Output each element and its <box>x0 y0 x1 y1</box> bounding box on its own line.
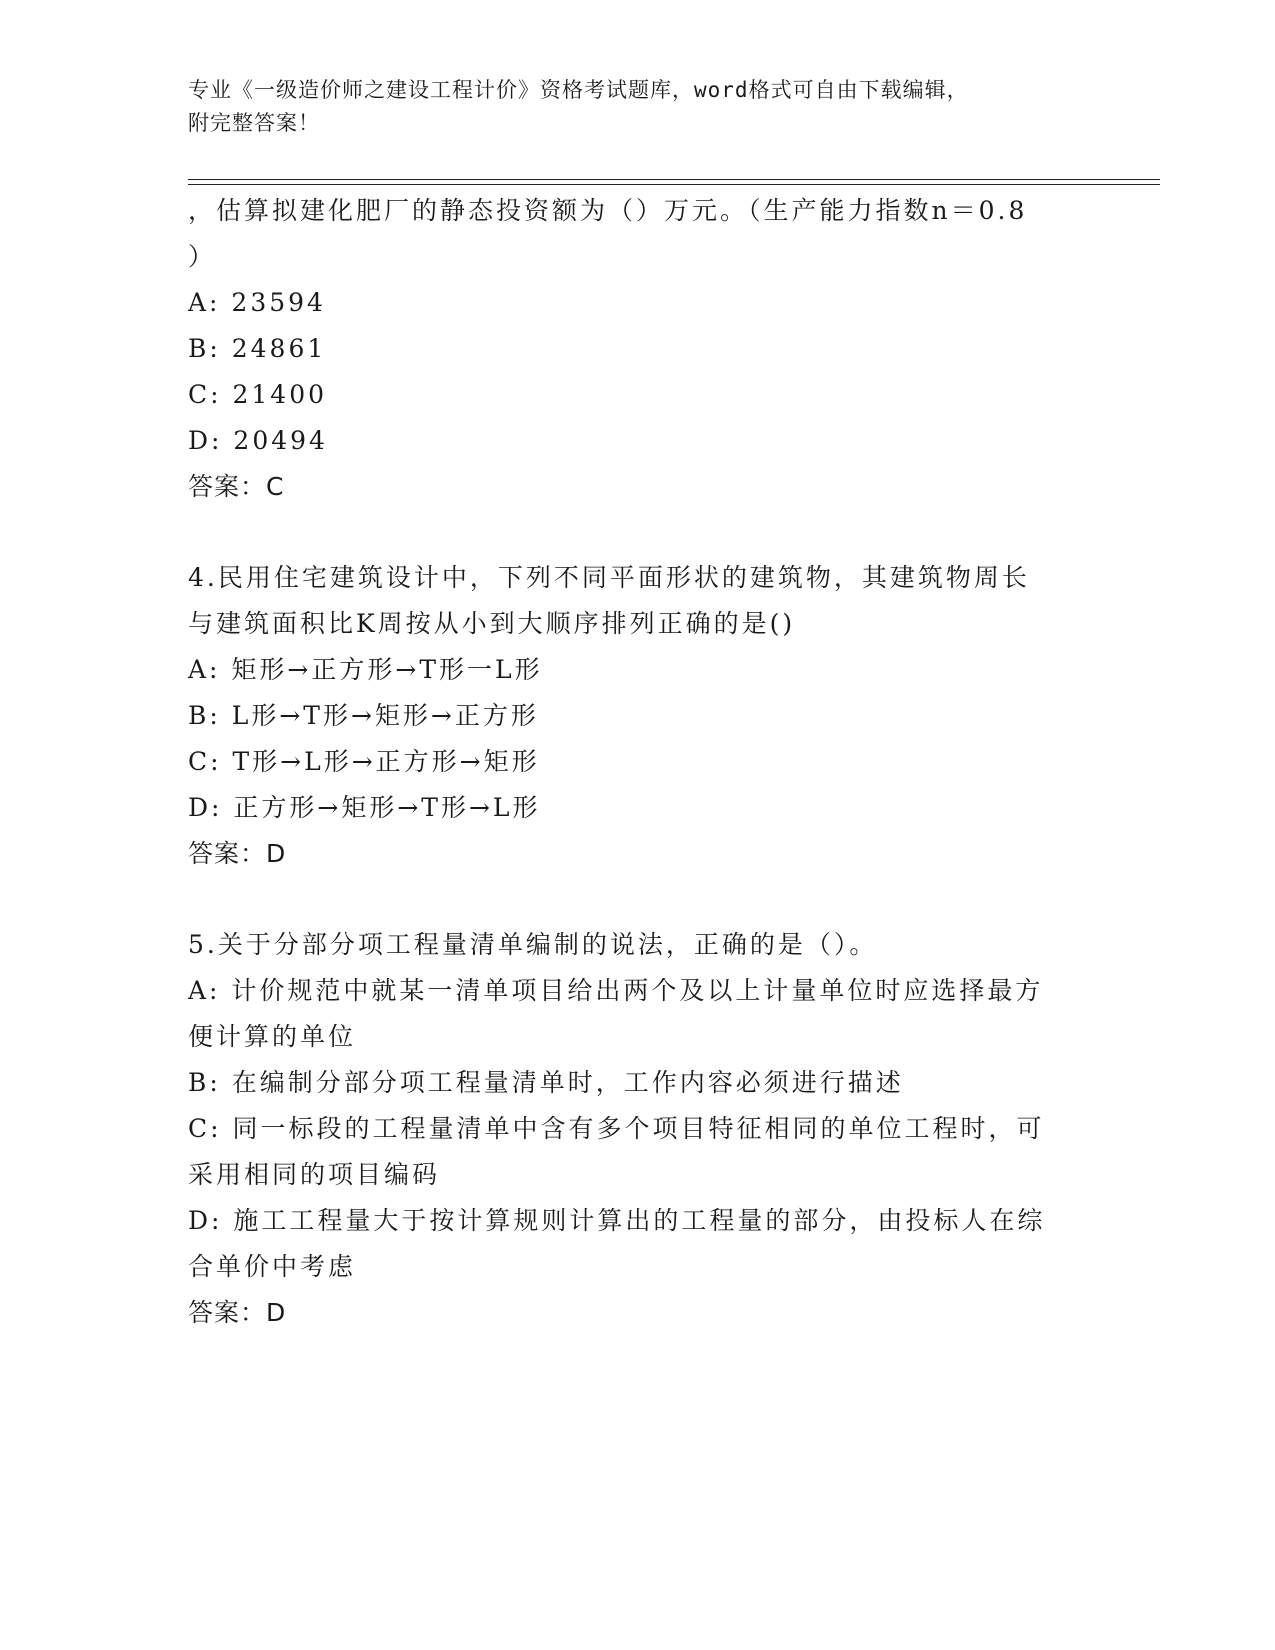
option-a-continuation: 便计算的单位 <box>188 1022 357 1051</box>
option-b: B: 在编制分部分项工程量清单时，工作内容必须进行描述 <box>188 1068 904 1097</box>
question-spacer <box>188 877 1088 922</box>
header-line-1: 专业《一级造价师之建设工程计价》资格考试题库，word格式可自由下载编辑， <box>188 78 969 102</box>
question-5 <box>188 922 1088 1336</box>
option-d: D: 施工工程量大于按计算规则计算出的工程量的部分，由投标人在综 <box>188 1206 1046 1235</box>
option-d: D: 20494 <box>188 426 328 455</box>
option-d-continuation: 合单价中考虑 <box>188 1252 357 1281</box>
option-c: C: 同一标段的工程量清单中含有多个项目特征相同的单位工程时，可 <box>188 1114 1045 1143</box>
answer-label: 答案：C <box>188 472 285 501</box>
header-rule-bottom <box>188 184 1160 185</box>
header-rule-top <box>188 179 1160 180</box>
page-header <box>188 74 1068 140</box>
question-stem-line: 5.关于分部分项工程量清单编制的说法，正确的是（）。 <box>188 930 878 959</box>
answer-label: 答案：D <box>188 1298 287 1327</box>
question-stem-line: 与建筑面积比K周按从小到大顺序排列正确的是() <box>188 609 796 638</box>
option-d: D: 正方形→矩形→T形→L形 <box>188 793 541 822</box>
option-b: B: 24861 <box>188 334 327 363</box>
question-4 <box>188 555 1088 877</box>
option-a: A: 计价规范中就某一清单项目给出两个及以上计量单位时应选择最方 <box>188 976 1044 1005</box>
header-line-2: 附完整答案！ <box>188 111 320 135</box>
question-3 <box>188 188 1088 510</box>
question-list <box>188 188 1088 1336</box>
option-b: B: L形→T形→矩形→正方形 <box>188 701 539 730</box>
option-c: C: T形→L形→正方形→矩形 <box>188 747 540 776</box>
option-a: A: 矩形→正方形→T形一L形 <box>188 655 543 684</box>
option-c: C: 21400 <box>188 380 328 409</box>
option-c-continuation: 采用相同的项目编码 <box>188 1160 441 1189</box>
question-stem-line: ，估算拟建化肥厂的静态投资额为（）万元。（生产能力指数n＝0.8 <box>188 196 1028 225</box>
answer-label: 答案：D <box>188 839 287 868</box>
option-a: A: 23594 <box>188 288 326 317</box>
question-stem-line: 4.民用住宅建筑设计中，下列不同平面形状的建筑物，其建筑物周长 <box>188 563 1030 592</box>
question-spacer <box>188 510 1088 555</box>
question-stem-line: ） <box>188 242 217 271</box>
